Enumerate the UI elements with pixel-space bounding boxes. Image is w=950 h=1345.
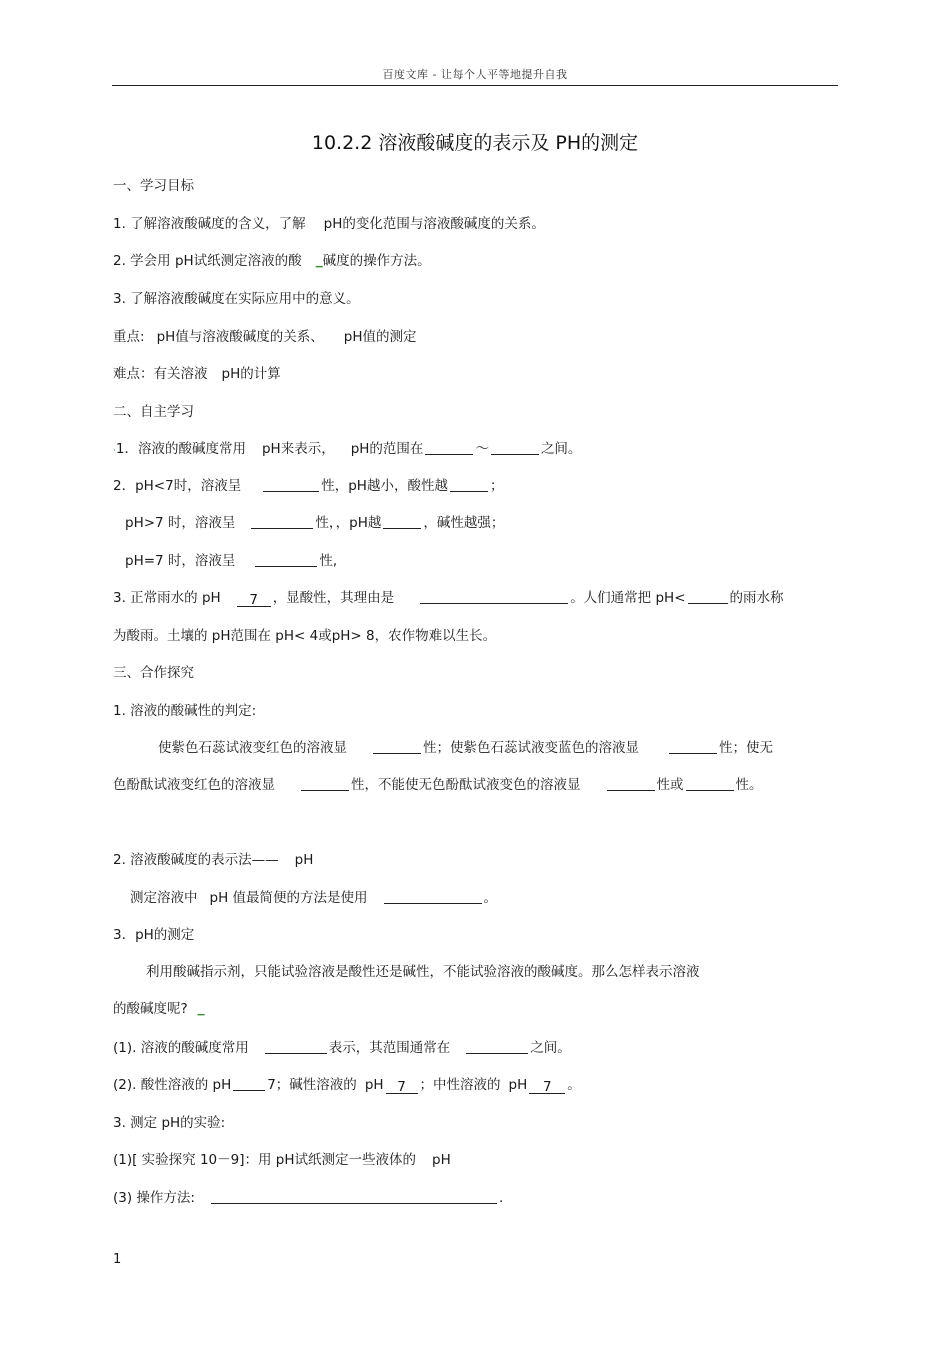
- explore-item-2-text: 测定溶液中 pH 值最简便的方法是使用 。: [130, 890, 498, 906]
- header-rule: [112, 85, 838, 86]
- explore-item-2: 2. 溶液酸碱度的表示法—— pH: [113, 852, 314, 868]
- goal-1: 1. 了解溶液酸碱度的含义，了解 pH的变化范围与溶液酸碱度的关系。: [113, 216, 545, 232]
- explore-item-3-q1: (1). 溶液的酸碱度常用 表示，其范围通常在 之间。: [113, 1040, 571, 1056]
- selfstudy-item-3b: 为酸雨。土壤的 pH范围在 pH< 4或pH> 8，农作物难以生长。: [113, 628, 497, 644]
- explore-item-3: 3．pH的测定: [113, 927, 195, 943]
- explore-item-1-text: 使紫色石蕊试液变红色的溶液显 性；使紫色石蕊试液变蓝色的溶液显 性；使无: [158, 740, 773, 756]
- document-title: 10.2.2 溶液酸碱度的表示及 PH的测定: [311, 132, 639, 154]
- explore-item-4-exp: (1)[ 实验探究 10－9]：用 pH试纸测定一些液体的 pH: [113, 1152, 451, 1168]
- selfstudy-item-3: 3. 正常雨水的 pH 7 ，显酸性，其理由是 。人们通常把 pH< 的雨水称: [113, 590, 784, 608]
- page-number: 1: [113, 1252, 122, 1267]
- explore-item-1: 1. 溶液的酸碱性的判定:: [113, 703, 257, 719]
- explore-item-4: 3. 测定 pH的实验:: [113, 1115, 226, 1131]
- explore-item-1-text2: 色酚酞试液变红色的溶液显 性，不能使无色酚酞试液变色的溶液显 性或 性。: [113, 777, 763, 793]
- neutral-ph-answer: 7: [529, 1079, 565, 1094]
- section-heading-goals: 一、学习目标: [113, 178, 194, 194]
- explore-item-3-q2: (2). 酸性溶液的 pH 7；碱性溶液的 pH 7 ；中性溶液的 pH 7 。: [113, 1077, 581, 1095]
- key-point: 重点: pH值与溶液酸碱度的关系、 pH值的测定: [113, 329, 417, 345]
- goal-2: 2. 学会用 pH试纸测定溶液的酸 ▁碱度的操作方法。: [113, 253, 431, 269]
- explore-item-4-method: (3) 操作方法: .: [113, 1190, 504, 1206]
- explore-item-3-text: 利用酸碱指示剂，只能试验溶液是酸性还是碱性，不能试验溶液的酸碱度。那么怎样表示溶液: [146, 964, 700, 980]
- page-header: 百度文库 - 让每个人平等地提升自我: [382, 68, 568, 81]
- section-heading-selfstudy: 二、自主学习: [113, 404, 194, 420]
- selfstudy-item-2b: pH>7 时，溶液呈 性，，pH越 ，碱性越强；: [125, 515, 505, 531]
- section-heading-explore: 三、合作探究: [113, 665, 194, 681]
- explore-item-3-text2: 的酸碱度呢? ▁: [113, 1001, 205, 1017]
- goal-3: 3. 了解溶液酸碱度在实际应用中的意义。: [113, 291, 360, 307]
- selfstudy-item-1: ·1．溶液的酸碱度常用 pH来表示， pH的范围在 ～ 之间。: [113, 441, 582, 457]
- selfstudy-item-2: 2．pH<7时，溶液呈 性，pH越小，酸性越 ；: [113, 478, 504, 494]
- rain-ph-answer: 7: [237, 592, 271, 607]
- difficult-point: 难点：有关溶液 pH的计算: [113, 366, 281, 382]
- basic-ph-answer: 7: [386, 1079, 418, 1094]
- selfstudy-item-2c: pH=7 时，溶液呈 性,: [125, 553, 338, 569]
